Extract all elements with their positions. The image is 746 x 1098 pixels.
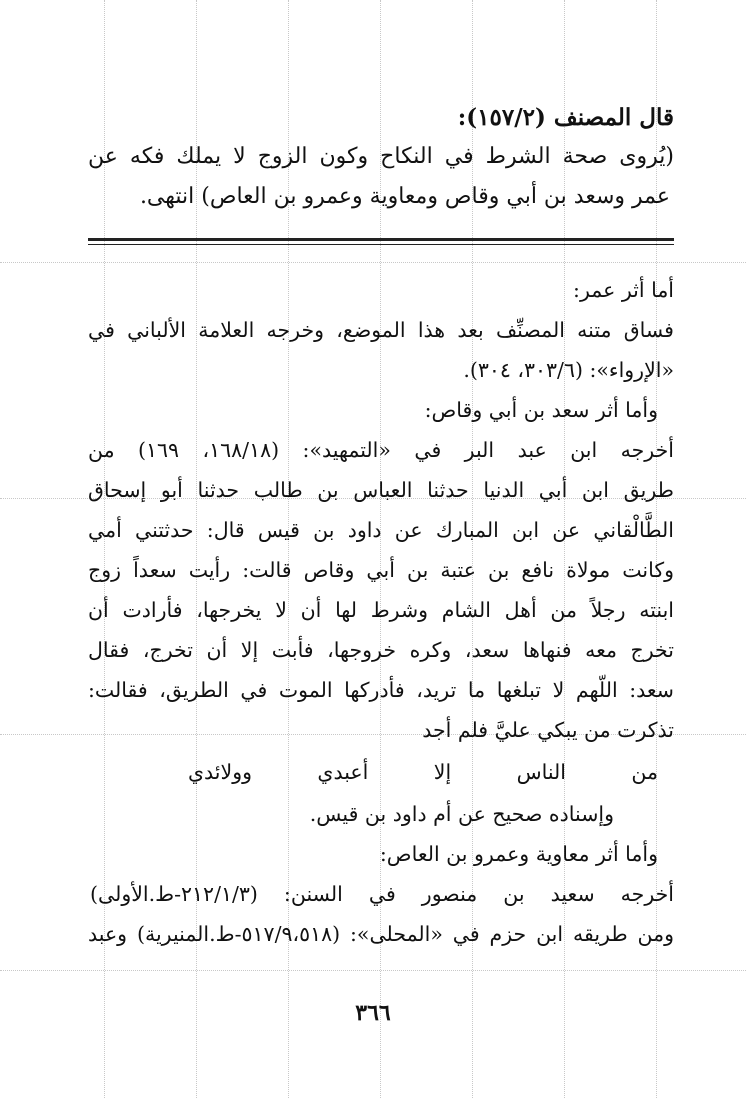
body-line-1: أما أثر عمر: (573, 278, 674, 302)
body-line-11: سعد: اللّهم لا تبلغها ما تريد، فأدركها الموت في الطريق، فقالت: (88, 678, 674, 702)
body-line-7: الطَّالْقاني عن ابن المبارك عن داود بن قيس قال: حدثتني أمي (88, 518, 674, 542)
body2-line-1: وإسناده صحيح عن أم داود بن قيس. (309, 802, 614, 826)
body2-line-2: وأما أثر معاوية وعمرو بن العاص: (379, 842, 658, 866)
body-line-6: طريق ابن أبي الدنيا حدثنا العباس بن طالب حدثنا أبو إسحاق (88, 478, 674, 502)
body-line-8: وكانت مولاة نافع بن عتبة بن أبي وقاص قالت: رأيت سعداً زوج (88, 558, 674, 582)
separator-rule-thick (88, 238, 674, 241)
section-heading: قال المصنف (١٥٧/٢): (457, 104, 674, 131)
body-line-9: ابنته رجلاً من أهل الشام وشرط لها أن لا يخرجها، فأرادت أن (88, 598, 674, 622)
body-line-5: أخرجه ابن عبد البر في «التمهيد»: (١٦٨/١٨، ١٦٩) من (88, 438, 674, 462)
quote-line-2: عمر وسعد بن أبي وقاص ومعاوية وعمرو بن العاص) انتهى. (139, 184, 670, 209)
body2-line-4: ومن طريقه ابن حزم في «المحلى»: (٥١٧/٩،٥١٨-ط.المنيرية) وعبد (88, 922, 675, 946)
body-line-2: فساق متنه المصنِّف بعد هذا الموضع، وخرجه العلامة الألباني في (88, 318, 674, 342)
page-number: ٣٦٦ (355, 1000, 391, 1026)
quote-line-1: (يُروى صحة الشرط في النكاح وكون الزوج لا يملك فكه عن (88, 144, 674, 169)
body2-line-3: أخرجه سعيد بن منصور في السنن: (٢١٢/١/٣-ط.الأولى) (90, 882, 674, 906)
body-line-3: «الإرواء»: (٣٠٣/٦، ٣٠٤). (463, 358, 674, 382)
poem-second-hemistich: من الناس إلا أعبدي وولائدي (188, 760, 658, 784)
body-line-10: تخرج معه فنهاها سعد، وكره خروجها، فأبت إلا أن تخرج، فقال (88, 638, 674, 662)
poem-first-hemistich: تذكرت من يبكي عليَّ فلم أجد (422, 718, 674, 742)
separator-rule-thin (88, 244, 674, 245)
body-line-4: وأما أثر سعد بن أبي وقاص: (424, 398, 658, 422)
